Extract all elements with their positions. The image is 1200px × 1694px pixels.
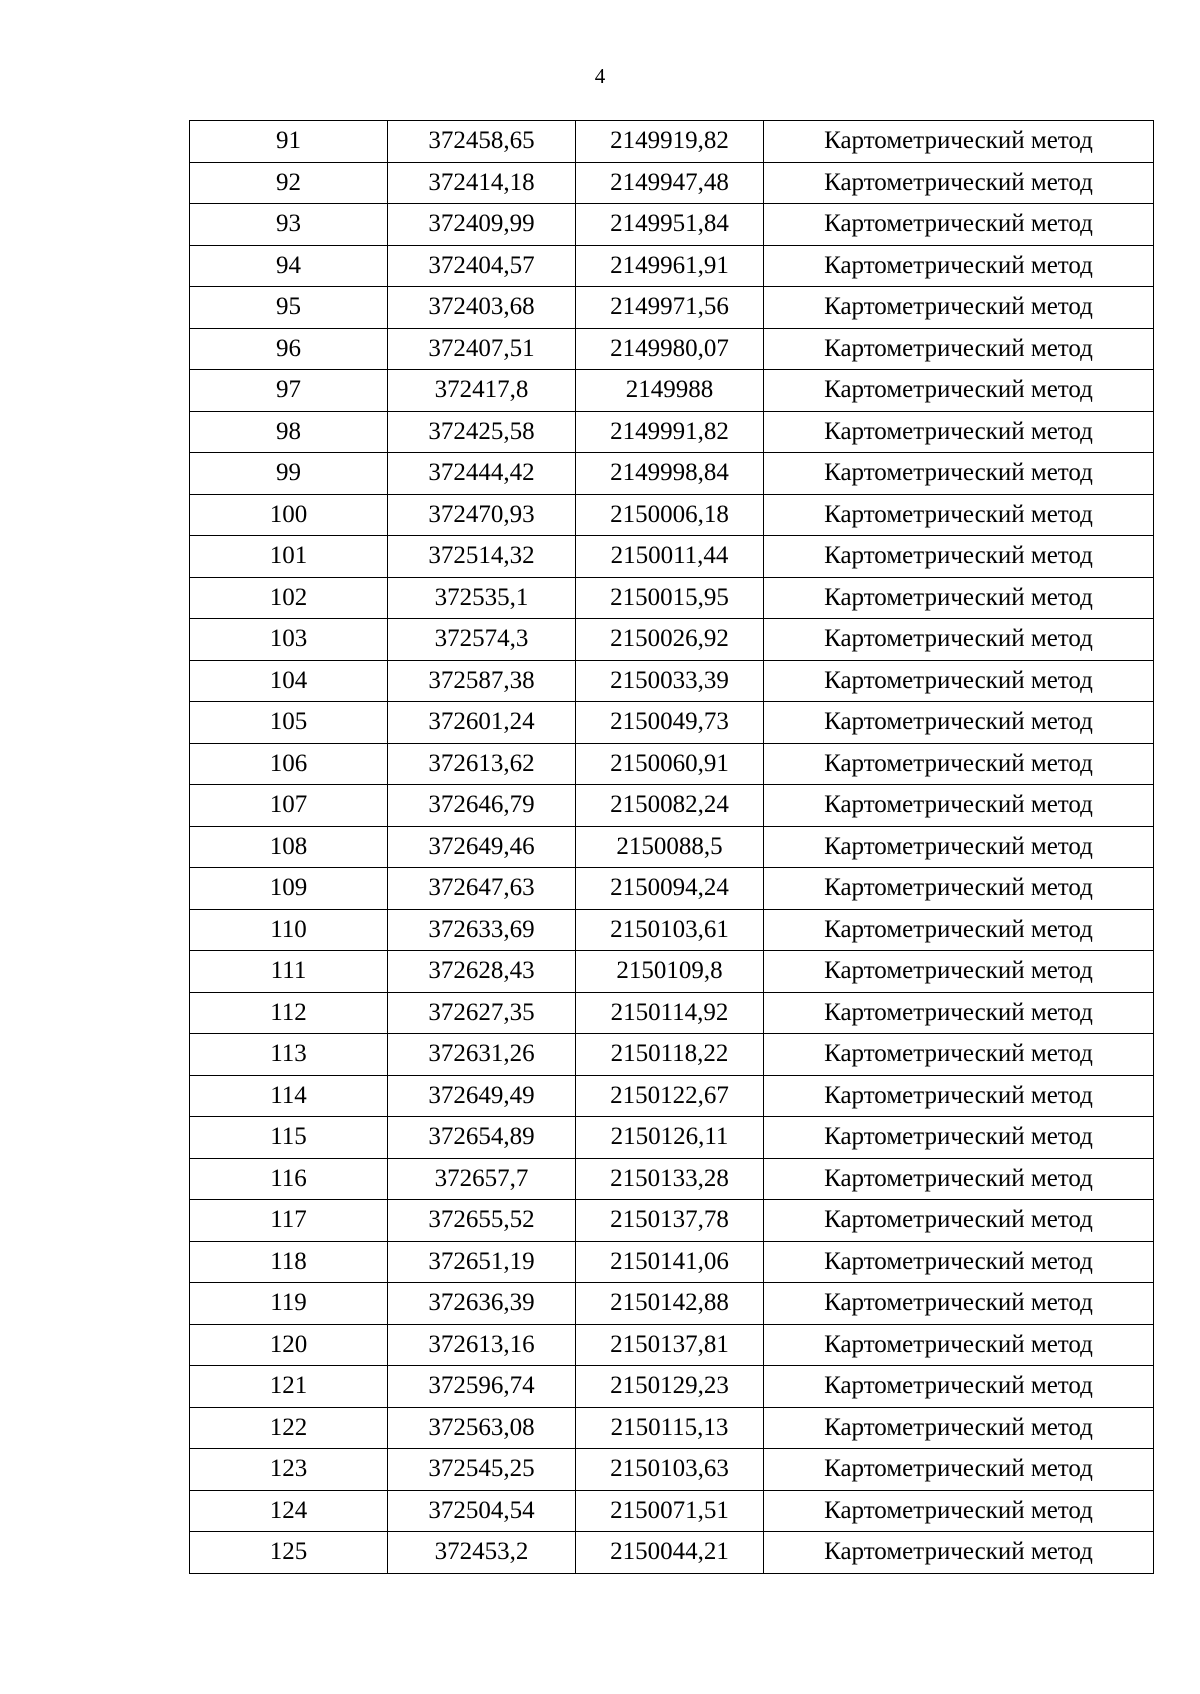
y-coordinate-cell: 2149961,91 (576, 245, 764, 287)
point-number-cell: 120 (190, 1324, 388, 1366)
y-coordinate-cell: 2150044,21 (576, 1532, 764, 1574)
table-row (190, 453, 1154, 495)
y-coordinate-cell: 2149919,82 (576, 121, 764, 163)
x-coordinate-cell: 372444,42 (388, 453, 576, 495)
y-coordinate-cell: 2149947,48 (576, 162, 764, 204)
table-row (190, 411, 1154, 453)
x-coordinate-cell: 372403,68 (388, 287, 576, 329)
y-coordinate-cell: 2150103,63 (576, 1449, 764, 1491)
x-coordinate-cell: 372535,1 (388, 577, 576, 619)
point-number-cell: 102 (190, 577, 388, 619)
y-coordinate-cell: 2149951,84 (576, 204, 764, 246)
x-coordinate-cell: 372409,99 (388, 204, 576, 246)
method-cell: Картометрический метод (764, 1490, 1154, 1532)
table-row (190, 1241, 1154, 1283)
point-number-cell: 116 (190, 1158, 388, 1200)
x-coordinate-cell: 372631,26 (388, 1034, 576, 1076)
y-coordinate-cell: 2150060,91 (576, 743, 764, 785)
x-coordinate-cell: 372647,63 (388, 868, 576, 910)
method-cell: Картометрический метод (764, 1283, 1154, 1325)
method-cell: Картометрический метод (764, 909, 1154, 951)
method-cell: Картометрический метод (764, 1200, 1154, 1242)
table-row (190, 245, 1154, 287)
point-number-cell: 125 (190, 1532, 388, 1574)
y-coordinate-cell: 2150071,51 (576, 1490, 764, 1532)
point-number-cell: 93 (190, 204, 388, 246)
x-coordinate-cell: 372563,08 (388, 1407, 576, 1449)
x-coordinate-cell: 372504,54 (388, 1490, 576, 1532)
x-coordinate-cell: 372651,19 (388, 1241, 576, 1283)
x-coordinate-cell: 372417,8 (388, 370, 576, 412)
y-coordinate-cell: 2150006,18 (576, 494, 764, 536)
method-cell: Картометрический метод (764, 1034, 1154, 1076)
method-cell: Картометрический метод (764, 453, 1154, 495)
point-number-cell: 97 (190, 370, 388, 412)
x-coordinate-cell: 372628,43 (388, 951, 576, 993)
x-coordinate-cell: 372646,79 (388, 785, 576, 827)
y-coordinate-cell: 2150033,39 (576, 660, 764, 702)
table-row (190, 951, 1154, 993)
method-cell: Картометрический метод (764, 992, 1154, 1034)
method-cell: Картометрический метод (764, 577, 1154, 619)
y-coordinate-cell: 2150114,92 (576, 992, 764, 1034)
x-coordinate-cell: 372633,69 (388, 909, 576, 951)
method-cell: Картометрический метод (764, 1449, 1154, 1491)
x-coordinate-cell: 372601,24 (388, 702, 576, 744)
coordinates-table-body (190, 121, 1154, 1574)
method-cell: Картометрический метод (764, 1366, 1154, 1408)
method-cell: Картометрический метод (764, 536, 1154, 578)
table-row (190, 660, 1154, 702)
method-cell: Картометрический метод (764, 868, 1154, 910)
method-cell: Картометрический метод (764, 619, 1154, 661)
y-coordinate-cell: 2150126,11 (576, 1117, 764, 1159)
table-row (190, 494, 1154, 536)
point-number-cell: 110 (190, 909, 388, 951)
y-coordinate-cell: 2149971,56 (576, 287, 764, 329)
point-number-cell: 106 (190, 743, 388, 785)
point-number-cell: 109 (190, 868, 388, 910)
x-coordinate-cell: 372545,25 (388, 1449, 576, 1491)
point-number-cell: 94 (190, 245, 388, 287)
x-coordinate-cell: 372574,3 (388, 619, 576, 661)
point-number-cell: 92 (190, 162, 388, 204)
point-number-cell: 117 (190, 1200, 388, 1242)
y-coordinate-cell: 2150118,22 (576, 1034, 764, 1076)
table-row (190, 1283, 1154, 1325)
method-cell: Картометрический метод (764, 660, 1154, 702)
method-cell: Картометрический метод (764, 1075, 1154, 1117)
table-row (190, 1490, 1154, 1532)
y-coordinate-cell: 2150049,73 (576, 702, 764, 744)
x-coordinate-cell: 372407,51 (388, 328, 576, 370)
method-cell: Картометрический метод (764, 1158, 1154, 1200)
x-coordinate-cell: 372657,7 (388, 1158, 576, 1200)
y-coordinate-cell: 2150142,88 (576, 1283, 764, 1325)
method-cell: Картометрический метод (764, 1241, 1154, 1283)
table-row (190, 619, 1154, 661)
coordinates-table (189, 120, 1154, 1574)
y-coordinate-cell: 2150137,78 (576, 1200, 764, 1242)
y-coordinate-cell: 2150011,44 (576, 536, 764, 578)
x-coordinate-cell: 372453,2 (388, 1532, 576, 1574)
method-cell: Картометрический метод (764, 370, 1154, 412)
table-row (190, 868, 1154, 910)
method-cell: Картометрический метод (764, 826, 1154, 868)
y-coordinate-cell: 2150088,5 (576, 826, 764, 868)
x-coordinate-cell: 372596,74 (388, 1366, 576, 1408)
point-number-cell: 96 (190, 328, 388, 370)
method-cell: Картометрический метод (764, 951, 1154, 993)
y-coordinate-cell: 2149980,07 (576, 328, 764, 370)
x-coordinate-cell: 372458,65 (388, 121, 576, 163)
point-number-cell: 101 (190, 536, 388, 578)
point-number-cell: 99 (190, 453, 388, 495)
point-number-cell: 91 (190, 121, 388, 163)
y-coordinate-cell: 2150115,13 (576, 1407, 764, 1449)
y-coordinate-cell: 2150015,95 (576, 577, 764, 619)
y-coordinate-cell: 2150141,06 (576, 1241, 764, 1283)
point-number-cell: 113 (190, 1034, 388, 1076)
point-number-cell: 121 (190, 1366, 388, 1408)
y-coordinate-cell: 2149988 (576, 370, 764, 412)
method-cell: Картометрический метод (764, 1407, 1154, 1449)
x-coordinate-cell: 372613,62 (388, 743, 576, 785)
table-row (190, 785, 1154, 827)
table-row (190, 1407, 1154, 1449)
method-cell: Картометрический метод (764, 204, 1154, 246)
y-coordinate-cell: 2150137,81 (576, 1324, 764, 1366)
point-number-cell: 105 (190, 702, 388, 744)
table-row (190, 826, 1154, 868)
method-cell: Картометрический метод (764, 785, 1154, 827)
method-cell: Картометрический метод (764, 494, 1154, 536)
x-coordinate-cell: 372404,57 (388, 245, 576, 287)
point-number-cell: 95 (190, 287, 388, 329)
table-row (190, 162, 1154, 204)
point-number-cell: 107 (190, 785, 388, 827)
table-row (190, 992, 1154, 1034)
table-row (190, 1158, 1154, 1200)
method-cell: Картометрический метод (764, 743, 1154, 785)
table-row (190, 328, 1154, 370)
table-row (190, 909, 1154, 951)
table-row (190, 1532, 1154, 1574)
x-coordinate-cell: 372587,38 (388, 660, 576, 702)
method-cell: Картометрический метод (764, 702, 1154, 744)
x-coordinate-cell: 372425,58 (388, 411, 576, 453)
method-cell: Картометрический метод (764, 287, 1154, 329)
y-coordinate-cell: 2150082,24 (576, 785, 764, 827)
y-coordinate-cell: 2150129,23 (576, 1366, 764, 1408)
x-coordinate-cell: 372654,89 (388, 1117, 576, 1159)
point-number-cell: 119 (190, 1283, 388, 1325)
page-number: 4 (594, 64, 606, 88)
point-number-cell: 111 (190, 951, 388, 993)
table-row (190, 1449, 1154, 1491)
point-number-cell: 98 (190, 411, 388, 453)
x-coordinate-cell: 372414,18 (388, 162, 576, 204)
table-row (190, 702, 1154, 744)
y-coordinate-cell: 2150103,61 (576, 909, 764, 951)
point-number-cell: 124 (190, 1490, 388, 1532)
point-number-cell: 103 (190, 619, 388, 661)
x-coordinate-cell: 372649,46 (388, 826, 576, 868)
method-cell: Картометрический метод (764, 1324, 1154, 1366)
table-row (190, 1034, 1154, 1076)
point-number-cell: 123 (190, 1449, 388, 1491)
point-number-cell: 115 (190, 1117, 388, 1159)
y-coordinate-cell: 2149998,84 (576, 453, 764, 495)
table-row (190, 1117, 1154, 1159)
table-row (190, 536, 1154, 578)
table-row (190, 121, 1154, 163)
table-row (190, 1075, 1154, 1117)
table-row (190, 1200, 1154, 1242)
method-cell: Картометрический метод (764, 1117, 1154, 1159)
x-coordinate-cell: 372514,32 (388, 536, 576, 578)
method-cell: Картометрический метод (764, 245, 1154, 287)
point-number-cell: 114 (190, 1075, 388, 1117)
point-number-cell: 104 (190, 660, 388, 702)
method-cell: Картометрический метод (764, 1532, 1154, 1574)
point-number-cell: 112 (190, 992, 388, 1034)
method-cell: Картометрический метод (764, 162, 1154, 204)
y-coordinate-cell: 2150094,24 (576, 868, 764, 910)
table-row (190, 204, 1154, 246)
x-coordinate-cell: 372613,16 (388, 1324, 576, 1366)
x-coordinate-cell: 372649,49 (388, 1075, 576, 1117)
table-row (190, 1324, 1154, 1366)
y-coordinate-cell: 2150122,67 (576, 1075, 764, 1117)
point-number-cell: 118 (190, 1241, 388, 1283)
y-coordinate-cell: 2150109,8 (576, 951, 764, 993)
table-row (190, 577, 1154, 619)
table-row (190, 1366, 1154, 1408)
method-cell: Картометрический метод (764, 328, 1154, 370)
x-coordinate-cell: 372636,39 (388, 1283, 576, 1325)
point-number-cell: 108 (190, 826, 388, 868)
point-number-cell: 122 (190, 1407, 388, 1449)
y-coordinate-cell: 2149991,82 (576, 411, 764, 453)
x-coordinate-cell: 372470,93 (388, 494, 576, 536)
x-coordinate-cell: 372627,35 (388, 992, 576, 1034)
table-row (190, 287, 1154, 329)
table-row (190, 370, 1154, 412)
point-number-cell: 100 (190, 494, 388, 536)
method-cell: Картометрический метод (764, 121, 1154, 163)
x-coordinate-cell: 372655,52 (388, 1200, 576, 1242)
table-row (190, 743, 1154, 785)
y-coordinate-cell: 2150133,28 (576, 1158, 764, 1200)
y-coordinate-cell: 2150026,92 (576, 619, 764, 661)
method-cell: Картометрический метод (764, 411, 1154, 453)
